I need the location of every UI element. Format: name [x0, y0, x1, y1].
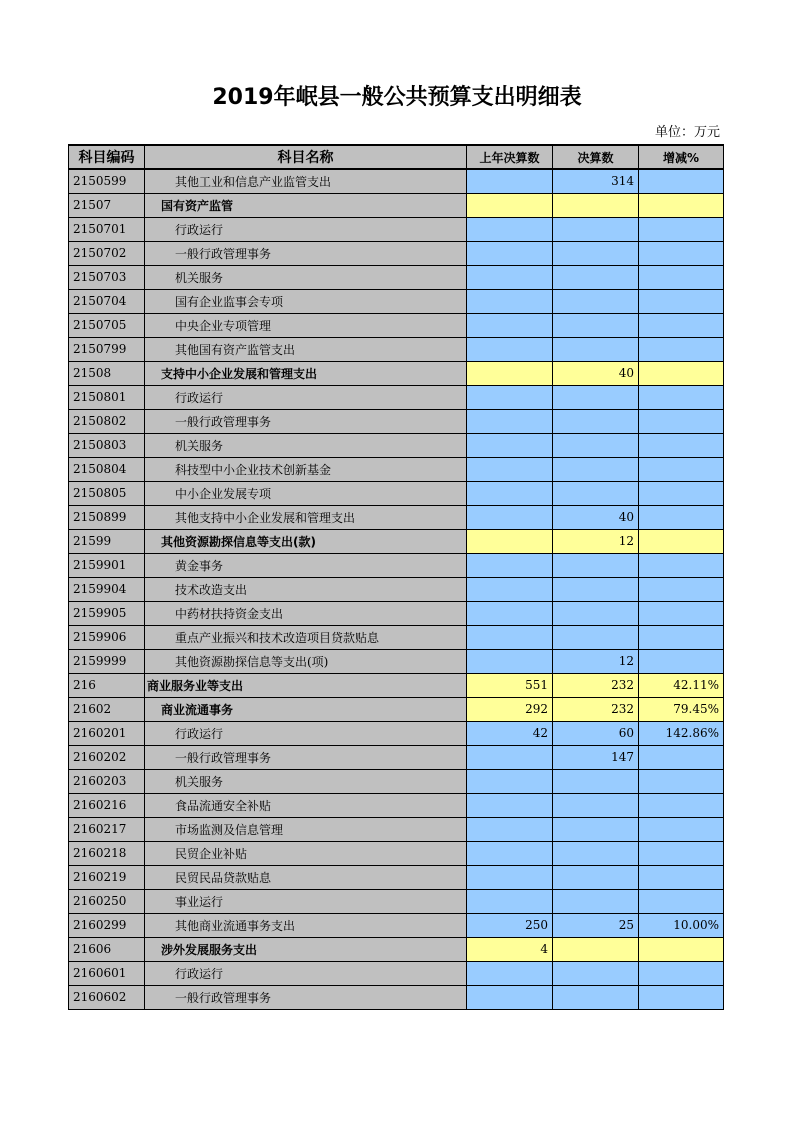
cell-prev: 551 [467, 673, 553, 697]
cell-code: 21507 [69, 193, 145, 217]
cell-code: 2160203 [69, 769, 145, 793]
cell-change: 142.86% [639, 721, 724, 745]
cell-change [639, 985, 724, 1009]
cell-change [639, 793, 724, 817]
table-row [69, 241, 724, 265]
cell-actual [553, 985, 639, 1009]
header-change: 增减% [639, 145, 724, 169]
table-row [69, 673, 724, 697]
cell-name: 中药材扶持资金支出 [145, 601, 467, 625]
header-code: 科目编码 [69, 145, 145, 169]
budget-table [68, 144, 724, 1010]
cell-prev [467, 961, 553, 985]
cell-actual: 60 [553, 721, 639, 745]
cell-prev [467, 889, 553, 913]
cell-name: 其他资源勘探信息等支出(项) [145, 649, 467, 673]
cell-code: 2150704 [69, 289, 145, 313]
cell-name: 机关服务 [145, 265, 467, 289]
cell-name: 中小企业发展专项 [145, 481, 467, 505]
cell-code: 2159905 [69, 601, 145, 625]
table-row [69, 529, 724, 553]
cell-prev [467, 433, 553, 457]
cell-change [639, 385, 724, 409]
cell-prev: 42 [467, 721, 553, 745]
table-row [69, 553, 724, 577]
cell-code: 21599 [69, 529, 145, 553]
cell-prev [467, 265, 553, 289]
cell-name: 行政运行 [145, 385, 467, 409]
cell-name: 食品流通安全补贴 [145, 793, 467, 817]
cell-prev [467, 505, 553, 529]
table-row [69, 289, 724, 313]
cell-actual [553, 865, 639, 889]
cell-actual [553, 337, 639, 361]
cell-prev [467, 313, 553, 337]
table-row [69, 985, 724, 1009]
table-row [69, 169, 724, 193]
cell-name: 国有资产监管 [145, 193, 467, 217]
cell-name: 支持中小企业发展和管理支出 [145, 361, 467, 385]
cell-prev: 250 [467, 913, 553, 937]
cell-actual [553, 217, 639, 241]
cell-change [639, 289, 724, 313]
cell-name: 商业服务业等支出 [145, 673, 467, 697]
table-row [69, 481, 724, 505]
cell-code: 2150702 [69, 241, 145, 265]
cell-prev [467, 337, 553, 361]
table-row [69, 505, 724, 529]
table-row [69, 625, 724, 649]
cell-code: 2159999 [69, 649, 145, 673]
cell-actual [553, 289, 639, 313]
cell-prev: 292 [467, 697, 553, 721]
cell-code: 2159901 [69, 553, 145, 577]
cell-change [639, 841, 724, 865]
cell-change [639, 169, 724, 193]
cell-code: 2150805 [69, 481, 145, 505]
cell-code: 216 [69, 673, 145, 697]
cell-name: 一般行政管理事务 [145, 241, 467, 265]
cell-prev [467, 193, 553, 217]
table-row [69, 649, 724, 673]
cell-code: 2159906 [69, 625, 145, 649]
cell-code: 2150801 [69, 385, 145, 409]
cell-actual [553, 937, 639, 961]
cell-actual [553, 793, 639, 817]
cell-prev [467, 553, 553, 577]
cell-prev [467, 457, 553, 481]
page-title: 2019年岷县一般公共预算支出明细表 [212, 85, 582, 110]
table-row [69, 769, 724, 793]
cell-change [639, 193, 724, 217]
cell-change [639, 409, 724, 433]
cell-code: 2150802 [69, 409, 145, 433]
table-row [69, 337, 724, 361]
table-row [69, 937, 724, 961]
cell-change [639, 553, 724, 577]
cell-code: 2160601 [69, 961, 145, 985]
cell-change [639, 649, 724, 673]
cell-code: 2160201 [69, 721, 145, 745]
cell-prev [467, 817, 553, 841]
cell-actual: 147 [553, 745, 639, 769]
cell-actual [553, 409, 639, 433]
cell-name: 机关服务 [145, 433, 467, 457]
cell-change: 42.11% [639, 673, 724, 697]
cell-prev [467, 241, 553, 265]
cell-prev [467, 169, 553, 193]
table-row [69, 217, 724, 241]
cell-actual: 25 [553, 913, 639, 937]
cell-actual [553, 553, 639, 577]
cell-code: 2150804 [69, 457, 145, 481]
table-row [69, 745, 724, 769]
cell-name: 重点产业振兴和技术改造项目贷款贴息 [145, 625, 467, 649]
header-prev: 上年决算数 [467, 145, 553, 169]
cell-actual [553, 457, 639, 481]
cell-prev [467, 289, 553, 313]
cell-prev [467, 865, 553, 889]
cell-actual [553, 193, 639, 217]
cell-prev [467, 217, 553, 241]
cell-code: 2160250 [69, 889, 145, 913]
cell-change [639, 313, 724, 337]
cell-name: 行政运行 [145, 721, 467, 745]
cell-change [639, 961, 724, 985]
cell-change [639, 529, 724, 553]
cell-code: 2150803 [69, 433, 145, 457]
cell-actual [553, 385, 639, 409]
table-row [69, 601, 724, 625]
cell-actual [553, 265, 639, 289]
cell-code: 2159904 [69, 577, 145, 601]
cell-prev [467, 385, 553, 409]
cell-name: 科技型中小企业技术创新基金 [145, 457, 467, 481]
table-row [69, 385, 724, 409]
cell-name: 其他国有资产监管支出 [145, 337, 467, 361]
table-row [69, 865, 724, 889]
cell-prev [467, 769, 553, 793]
cell-code: 2150599 [69, 169, 145, 193]
cell-actual [553, 481, 639, 505]
cell-change: 79.45% [639, 697, 724, 721]
cell-code: 2150705 [69, 313, 145, 337]
table-row [69, 457, 724, 481]
table-row [69, 841, 724, 865]
cell-change [639, 265, 724, 289]
cell-name: 黄金事务 [145, 553, 467, 577]
table-row [69, 889, 724, 913]
cell-change [639, 337, 724, 361]
cell-name: 其他工业和信息产业监管支出 [145, 169, 467, 193]
cell-actual [553, 769, 639, 793]
cell-name: 机关服务 [145, 769, 467, 793]
table-row [69, 721, 724, 745]
cell-prev [467, 409, 553, 433]
table-row [69, 913, 724, 937]
cell-name: 技术改造支出 [145, 577, 467, 601]
cell-actual [553, 601, 639, 625]
cell-change [639, 817, 724, 841]
cell-code: 2160217 [69, 817, 145, 841]
cell-code: 2160202 [69, 745, 145, 769]
cell-actual: 40 [553, 505, 639, 529]
cell-actual [553, 841, 639, 865]
cell-prev: 4 [467, 937, 553, 961]
cell-name: 其他资源勘探信息等支出(款) [145, 529, 467, 553]
cell-change [639, 769, 724, 793]
header-actual: 决算数 [553, 145, 639, 169]
header-name: 科目名称 [145, 145, 467, 169]
cell-actual: 232 [553, 697, 639, 721]
cell-code: 2150799 [69, 337, 145, 361]
table-header-row [69, 145, 724, 169]
table-row [69, 265, 724, 289]
cell-actual [553, 889, 639, 913]
cell-actual [553, 313, 639, 337]
cell-name: 一般行政管理事务 [145, 985, 467, 1009]
table-row [69, 961, 724, 985]
cell-actual [553, 625, 639, 649]
cell-name: 涉外发展服务支出 [145, 937, 467, 961]
cell-prev [467, 361, 553, 385]
cell-name: 其他支持中小企业发展和管理支出 [145, 505, 467, 529]
cell-change: 10.00% [639, 913, 724, 937]
table-row [69, 361, 724, 385]
unit-label: 单位：万元 [654, 125, 720, 140]
cell-code: 2160216 [69, 793, 145, 817]
cell-name: 市场监测及信息管理 [145, 817, 467, 841]
table-row [69, 193, 724, 217]
cell-change [639, 577, 724, 601]
table-row [69, 697, 724, 721]
cell-change [639, 361, 724, 385]
cell-change [639, 505, 724, 529]
table-row [69, 577, 724, 601]
cell-name: 事业运行 [145, 889, 467, 913]
cell-name: 国有企业监事会专项 [145, 289, 467, 313]
cell-change [639, 889, 724, 913]
cell-actual [553, 433, 639, 457]
cell-change [639, 457, 724, 481]
table-body [69, 169, 724, 1009]
cell-change [639, 433, 724, 457]
cell-prev [467, 985, 553, 1009]
cell-actual [553, 817, 639, 841]
table-row [69, 793, 724, 817]
cell-actual [553, 577, 639, 601]
cell-name: 商业流通事务 [145, 697, 467, 721]
table-row [69, 433, 724, 457]
cell-prev [467, 601, 553, 625]
cell-prev [467, 625, 553, 649]
cell-change [639, 625, 724, 649]
cell-change [639, 601, 724, 625]
cell-change [639, 241, 724, 265]
table-row [69, 313, 724, 337]
cell-name: 一般行政管理事务 [145, 745, 467, 769]
cell-name: 行政运行 [145, 217, 467, 241]
cell-change [639, 217, 724, 241]
cell-prev [467, 745, 553, 769]
cell-actual: 12 [553, 649, 639, 673]
cell-name: 一般行政管理事务 [145, 409, 467, 433]
cell-prev [467, 481, 553, 505]
cell-actual [553, 241, 639, 265]
cell-prev [467, 649, 553, 673]
cell-change [639, 865, 724, 889]
cell-actual: 314 [553, 169, 639, 193]
cell-code: 2160218 [69, 841, 145, 865]
cell-code: 21508 [69, 361, 145, 385]
cell-code: 2160219 [69, 865, 145, 889]
cell-code: 2150701 [69, 217, 145, 241]
cell-prev [467, 529, 553, 553]
cell-change [639, 745, 724, 769]
cell-code: 2160299 [69, 913, 145, 937]
cell-prev [467, 841, 553, 865]
table-row [69, 817, 724, 841]
cell-name: 行政运行 [145, 961, 467, 985]
cell-name: 民贸民品贷款贴息 [145, 865, 467, 889]
cell-code: 21602 [69, 697, 145, 721]
cell-name: 中央企业专项管理 [145, 313, 467, 337]
cell-code: 2160602 [69, 985, 145, 1009]
cell-name: 民贸企业补贴 [145, 841, 467, 865]
cell-code: 2150703 [69, 265, 145, 289]
table-row [69, 409, 724, 433]
cell-actual: 12 [553, 529, 639, 553]
cell-code: 21606 [69, 937, 145, 961]
cell-change [639, 937, 724, 961]
cell-code: 2150899 [69, 505, 145, 529]
cell-prev [467, 793, 553, 817]
cell-change [639, 481, 724, 505]
cell-actual: 232 [553, 673, 639, 697]
cell-actual: 40 [553, 361, 639, 385]
cell-actual [553, 961, 639, 985]
cell-name: 其他商业流通事务支出 [145, 913, 467, 937]
cell-prev [467, 577, 553, 601]
